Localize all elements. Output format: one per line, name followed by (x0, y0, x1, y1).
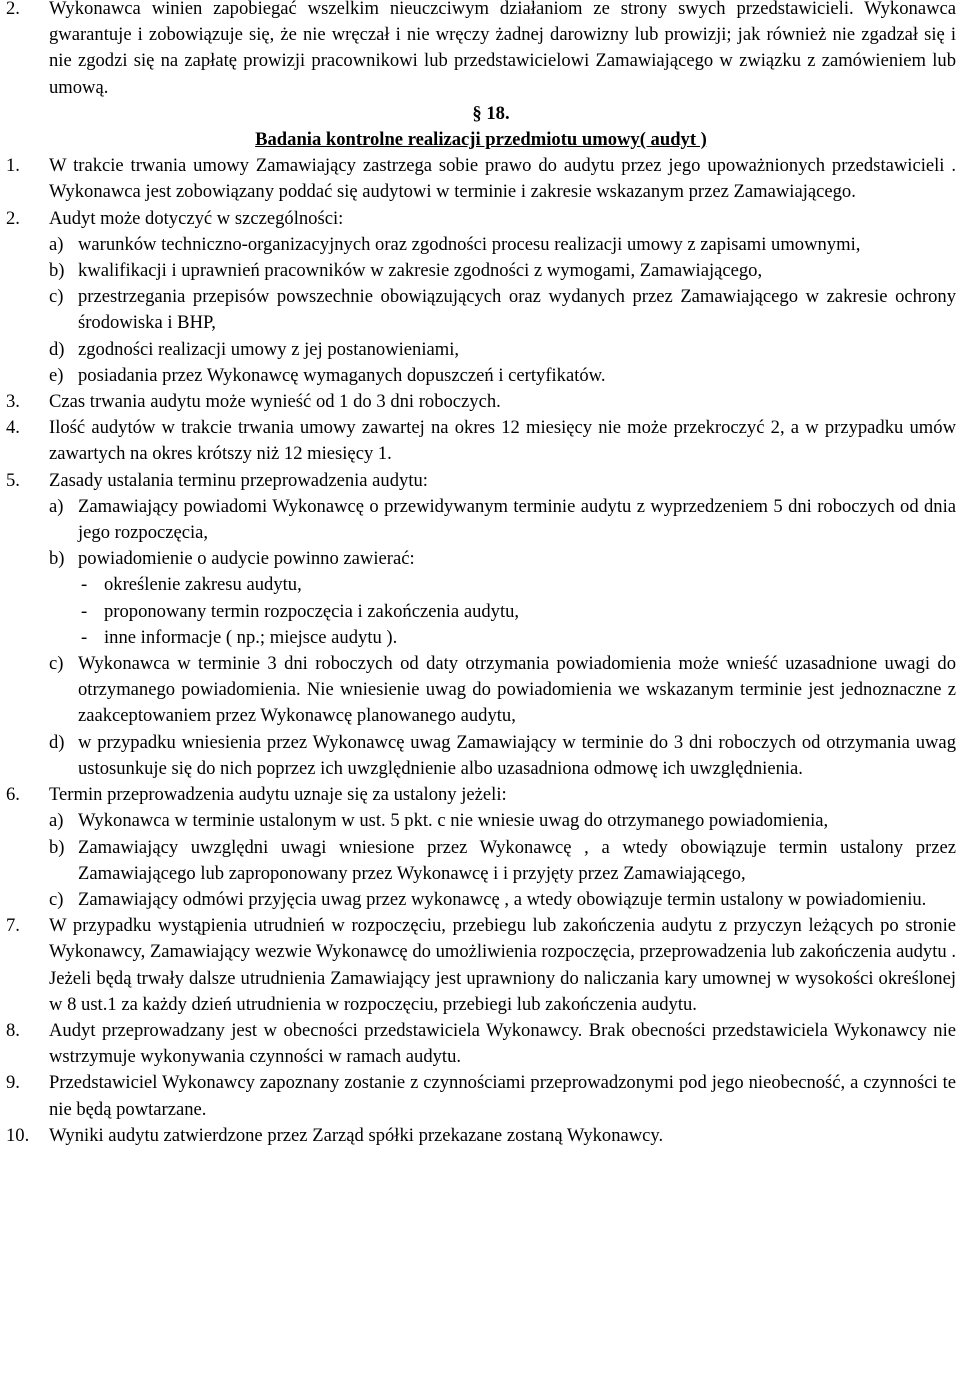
item-number: 5. (6, 469, 20, 491)
list-item (6, 1123, 956, 1149)
sub-item (49, 651, 956, 730)
item-text: Zasady ustalania terminu przeprowadzenia audytu: (49, 469, 428, 491)
item-number: 2. (6, 207, 20, 229)
document-page (6, 0, 956, 1149)
dash-item (78, 625, 956, 651)
item-number: 7. (6, 915, 20, 937)
sub-item-text: Zamawiający powiadomi Wykonawcę o przewidywanym terminie audytu z wyprzedzeniem 5 dni roboczych od dnia jego rozpoczęcia, (78, 495, 956, 544)
list-item (6, 1018, 956, 1070)
dash-item (78, 572, 956, 598)
item-number: 2. (6, 0, 20, 19)
section-heading: Badania kontrolne realizacji przedmiotu umowy( audyt ) (255, 129, 707, 151)
item-text: Audyt przeprowadzany jest w obecności przedstawiciela Wykonawcy. Brak obecności przedstawiciela Wykonawcy nie wstrzymuje wykonywania czynności w ramach audytu. (49, 1019, 956, 1068)
dash-mark: - (81, 574, 88, 596)
item-number: 8. (6, 1019, 20, 1041)
sub-item (49, 337, 956, 363)
item-text: Audyt może dotyczyć w szczególności: (49, 207, 344, 229)
list-item (6, 206, 956, 389)
sub-item-letter: b) (49, 260, 65, 282)
list-item (6, 913, 956, 1018)
items-list (6, 153, 956, 1149)
sub-item-letter: e) (49, 364, 64, 386)
sub-item-text: Zamawiający odmówi przyjęcia uwag przez wykonawcę , a wtedy obowiązuje termin ustalony w powiadomieniu. (78, 888, 927, 910)
sub-item-text: przestrzegania przepisów powszechnie obowiązujących oraz wydanych przez Zamawiającego w zakresie ochrony środowiska i BHP, (78, 286, 956, 334)
item-number: 1. (6, 155, 20, 177)
sub-item (49, 494, 956, 546)
item-text: Wykonawca winien zapobiegać wszelkim nieuczciwym działaniom ze strony swych przedstawicieli. Wykonawca gwarantuje i zobowiązuje się, że nie wręczał i nie wręczy żadnej darowizny lub prowizji; jak również nie zgadzał się i nie zgodzi się na zapłatę prowizji pracownikowi lub przedstawicielowi Zamawiającego w związku z zamówieniem lub umową. (49, 0, 956, 98)
sub-item-letter: b) (49, 836, 65, 858)
sub-item (49, 808, 956, 834)
sub-item-letter: d) (49, 338, 65, 360)
item-text: Przedstawiciel Wykonawcy zapoznany zostanie z czynnościami przeprowadzonymi pod jego nieobecność, a czynności te nie będą powtarzane. (49, 1072, 956, 1120)
sub-item (49, 835, 956, 887)
sub-item (49, 258, 956, 284)
sub-item (49, 363, 956, 389)
dash-item-text: określenie zakresu audytu, (104, 574, 302, 596)
sub-item (49, 284, 956, 336)
lead-item (6, 0, 956, 101)
item-number: 3. (6, 391, 20, 413)
sub-item (49, 546, 956, 651)
sub-item-letter: c) (49, 653, 64, 675)
item-text: W przypadku wystąpienia utrudnień w rozpoczęciu, przebiegu lub zakończenia audytu z przyczyn leżących po stronie Wykonawcy, Zamawiający wezwie Wykonawcę do umożliwienia rozpoczęcia, przeprowadzenia lub zakończenia audytu . Jeżeli będą trwały dalsze utrudnienia Zamawiający jest uprawniony do naliczania kary umownej w wysokości określonej w 8 ust.1 za każdy dzień utrudnienia w rozpoczęciu, przebiegi lub zakończenia audytu. (49, 915, 956, 1015)
sub-item-text: Wykonawca w terminie 3 dni roboczych od daty otrzymania powiadomienia może wnieść uzasadnione uwagi do otrzymanego powiadomienia. Nie wniesienie uwag do powiadomienia we wskazanym terminie jest jednoznaczne z zaakceptowaniem przez Wykonawcę planowanego audytu, (78, 653, 956, 727)
sub-item (49, 887, 956, 913)
sub-item-text: Zamawiający uwzględni uwagi wniesione przez Wykonawcę , a wtedy obowiązuje termin ustalony przez Zamawiającego lub zaproponowany przez Wykonawcę i i przyjęty przez Zamawiającego, (78, 836, 956, 884)
sub-item-text: powiadomienie o audycie powinno zawierać: (78, 548, 415, 570)
sub-item (49, 730, 956, 782)
item-text: Wyniki audytu zatwierdzone przez Zarząd spółki przekazane zostaną Wykonawcy. (49, 1124, 664, 1146)
sub-item-text: posiadania przez Wykonawcę wymaganych dopuszczeń i certyfikatów. (78, 364, 606, 386)
sub-item-letter: d) (49, 731, 65, 753)
list-item (6, 782, 956, 913)
item-text: Czas trwania audytu może wynieść od 1 do 3 dni roboczych. (49, 391, 501, 413)
sub-item-text: w przypadku wniesienia przez Wykonawcę uwag Zamawiający w terminie do 3 dni roboczych od otrzymania uwag ustosunkuje się do nich poprzez ich uwzględnienie albo uzasadniona odmowę ich uwzględnienia. (78, 731, 956, 779)
item-number: 6. (6, 784, 20, 806)
dash-item (78, 599, 956, 625)
dash-item-text: proponowany termin rozpoczęcia i zakończenia audytu, (104, 600, 520, 622)
dash-item-text: inne informacje ( np.; miejsce audytu ). (104, 626, 398, 648)
sub-item-letter: c) (49, 888, 64, 910)
section-heading-wrap (6, 127, 956, 153)
item-number: 9. (6, 1072, 20, 1094)
item-text: W trakcie trwania umowy Zamawiający zastrzega sobie prawo do audytu przez jego upoważnionych przedstawicieli . Wykonawca jest zobowiązany poddać się audytowi w terminie i zakresie wskazanym przez Zamawiającego. (49, 155, 956, 203)
list-item (6, 153, 956, 205)
list-item (6, 1070, 956, 1122)
sub-item-letter: c) (49, 286, 64, 308)
item-number: 4. (6, 417, 20, 439)
sub-item-text: zgodności realizacji umowy z jej postanowieniami, (78, 338, 460, 360)
item-number: 10. (6, 1124, 30, 1146)
dash-mark: - (81, 600, 88, 622)
sub-item-text: Wykonawca w terminie ustalonym w ust. 5 pkt. c nie wniesie uwag do otrzymanego powiadomienia, (78, 810, 829, 832)
sub-item-text: warunków techniczno-organizacyjnych oraz zgodności procesu realizacji umowy z zapisami umownymi, (78, 233, 861, 255)
sub-item-letter: b) (49, 548, 65, 570)
item-text: Termin przeprowadzenia audytu uznaje się za ustalony jeżeli: (49, 784, 507, 806)
list-item (6, 415, 956, 467)
item-text: Ilość audytów w trakcie trwania umowy zawartej na okres 12 miesięcy nie może przekroczyć 2, a w przypadku umów zawartych na okres krótszy niż 12 miesięcy 1. (49, 417, 956, 465)
sub-item-letter: a) (49, 810, 64, 832)
sub-item-text: kwalifikacji i uprawnień pracowników w zakresie zgodności z wymogami, Zamawiającego, (78, 260, 763, 282)
section-number: § 18. (472, 102, 510, 124)
sub-item-letter: a) (49, 233, 64, 255)
sub-item (49, 232, 956, 258)
list-item (6, 468, 956, 782)
dash-mark: - (81, 626, 88, 648)
sub-item-letter: a) (49, 495, 64, 517)
list-item (6, 389, 956, 415)
